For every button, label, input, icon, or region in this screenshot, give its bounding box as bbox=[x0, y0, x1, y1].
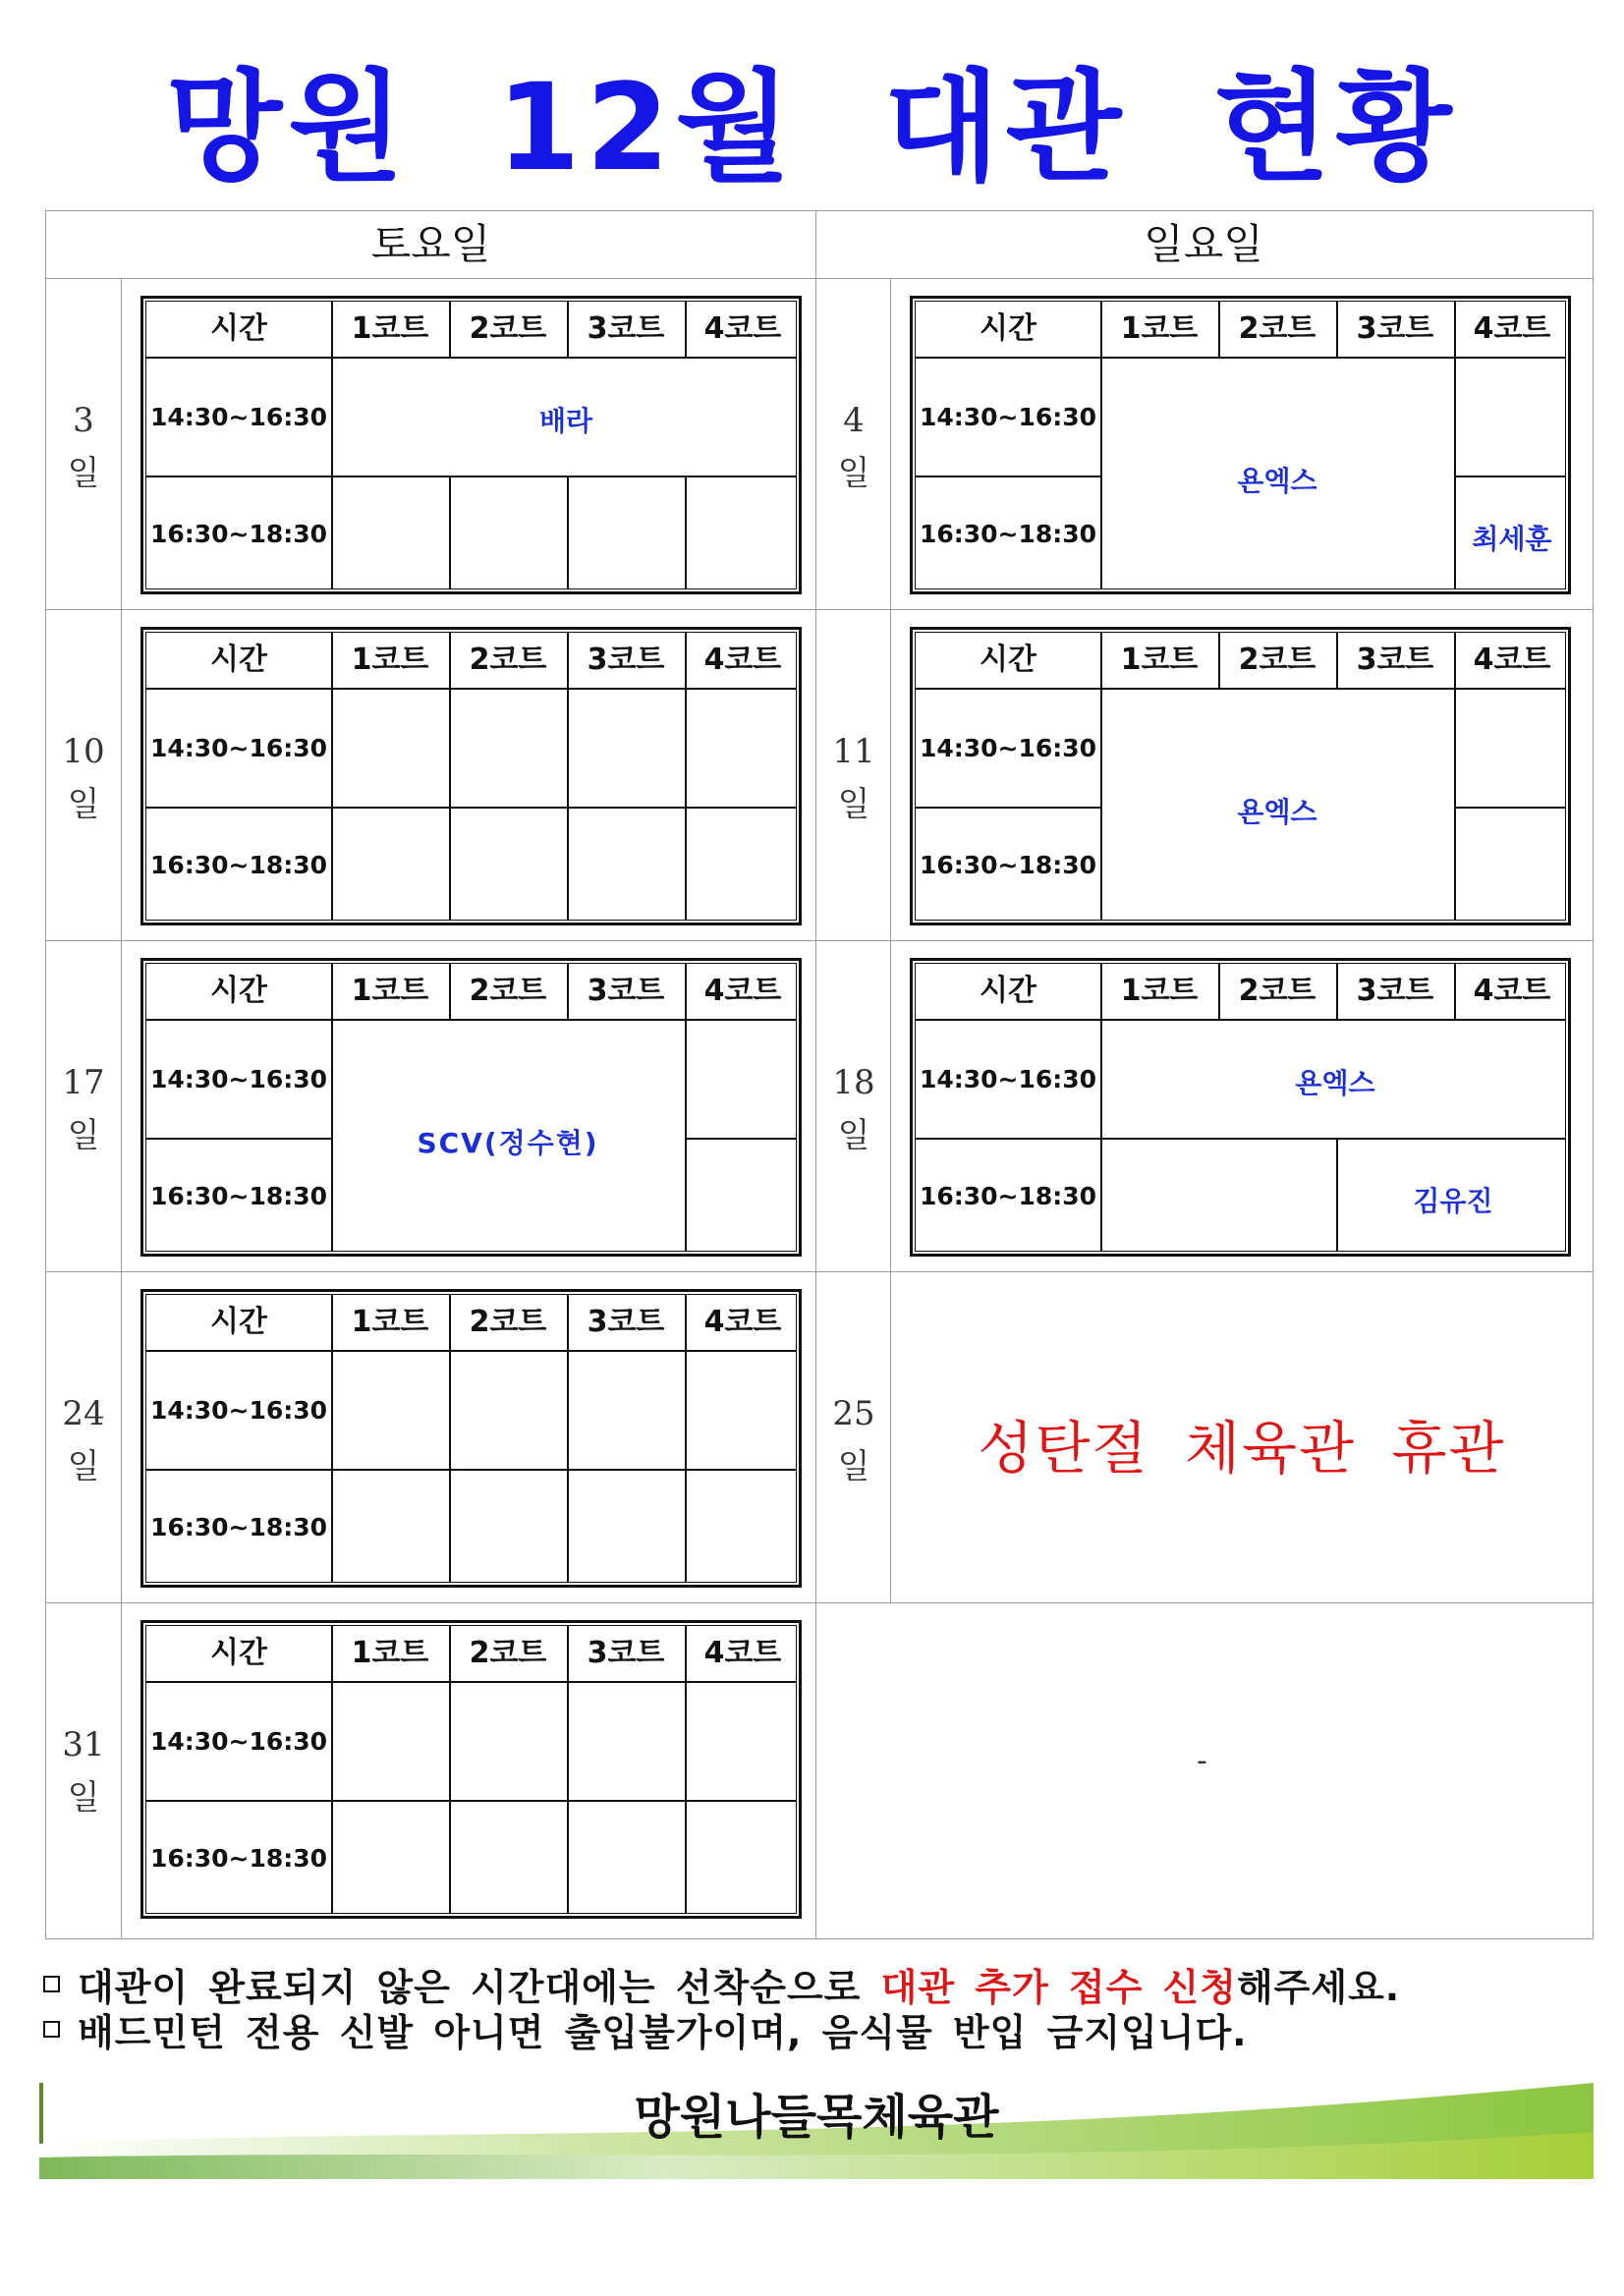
court-header-2: 2코트 bbox=[469, 1636, 547, 1670]
row-divider bbox=[46, 609, 1593, 610]
day-label-31: 31 일 bbox=[62, 1725, 105, 1818]
court-table-dec24 bbox=[140, 1289, 802, 1588]
empty-cell-marker: - bbox=[1197, 1744, 1207, 1778]
court-header-1: 1코트 bbox=[351, 1305, 429, 1339]
court-header-1: 1코트 bbox=[351, 643, 429, 677]
court-header-2: 2코트 bbox=[469, 643, 547, 677]
court-header-3: 3코트 bbox=[587, 1305, 665, 1339]
court-header-4: 4코트 bbox=[1473, 311, 1551, 346]
court-header-4: 4코트 bbox=[703, 311, 782, 346]
row-divider bbox=[46, 278, 1593, 279]
notice-line-2: 배드민턴 전용 신발 아니면 출입불가이며, 음식물 반입 금지입니다. bbox=[43, 2002, 1248, 2056]
court-table-dec18 bbox=[910, 958, 1571, 1257]
day-label-17: 17 일 bbox=[62, 1063, 105, 1155]
court-table-dec11 bbox=[910, 627, 1571, 925]
court-header-4: 4코트 bbox=[1473, 643, 1551, 677]
court-header-2: 2코트 bbox=[469, 1305, 547, 1339]
booking-label: 최세훈 bbox=[1472, 523, 1552, 555]
day-label-3: 3 일 bbox=[67, 401, 100, 493]
day-label-10: 10 일 bbox=[62, 732, 105, 824]
court-header-1: 1코트 bbox=[351, 1636, 429, 1670]
court-table-dec17 bbox=[140, 958, 802, 1257]
header-saturday: 토요일 bbox=[370, 220, 491, 268]
row-divider bbox=[46, 1602, 1593, 1603]
court-header-2: 2코트 bbox=[1238, 974, 1316, 1008]
court-header-2: 2코트 bbox=[469, 311, 547, 346]
day-label-25: 25 일 bbox=[832, 1394, 875, 1486]
court-header-1: 1코트 bbox=[1120, 974, 1199, 1008]
time-slot: 14:30~16:30 bbox=[149, 1065, 328, 1093]
footer-banner bbox=[39, 2075, 1594, 2183]
day-column-divider bbox=[890, 278, 891, 1602]
time-header: 시간 bbox=[210, 311, 267, 346]
court-table-dec3 bbox=[140, 296, 802, 594]
time-slot: 14:30~16:30 bbox=[919, 1065, 1097, 1093]
court-header-4: 4코트 bbox=[703, 1305, 782, 1339]
day-label-18: 18 일 bbox=[832, 1063, 875, 1155]
time-header: 시간 bbox=[210, 643, 267, 677]
booking-label: 욘엑스 bbox=[1295, 1067, 1375, 1099]
square-bullet-icon bbox=[43, 2021, 60, 2038]
booking-label: 욘엑스 bbox=[1237, 796, 1317, 828]
time-header: 시간 bbox=[980, 311, 1036, 346]
schedule-table bbox=[45, 210, 1594, 1939]
time-header: 시간 bbox=[210, 1636, 267, 1670]
court-header-3: 3코트 bbox=[587, 311, 665, 346]
time-slot: 16:30~18:30 bbox=[919, 1182, 1097, 1210]
booking-label: 김유진 bbox=[1413, 1185, 1493, 1217]
time-slot: 14:30~16:30 bbox=[149, 1727, 328, 1756]
court-header-3: 3코트 bbox=[587, 643, 665, 677]
court-header-1: 1코트 bbox=[351, 311, 429, 346]
time-slot: 16:30~18:30 bbox=[149, 1844, 328, 1873]
time-header: 시간 bbox=[210, 974, 267, 1008]
notice-line-1: 대관이 완료되지 않은 시간대에는 선착순으로 대관 추가 접수 신청해주세요. bbox=[43, 1957, 1400, 2011]
column-divider bbox=[815, 211, 816, 1938]
page-title: 망원 12월 대관 현황 bbox=[166, 58, 1458, 197]
time-header: 시간 bbox=[210, 1305, 267, 1339]
court-header-3: 3코트 bbox=[587, 1636, 665, 1670]
time-header: 시간 bbox=[980, 643, 1036, 677]
court-header-3: 3코트 bbox=[1356, 311, 1434, 346]
day-column-divider bbox=[121, 278, 122, 1938]
court-header-2: 2코트 bbox=[1238, 311, 1316, 346]
booking-label: 욘엑스 bbox=[1237, 465, 1317, 497]
square-bullet-icon bbox=[43, 1976, 60, 1992]
court-header-4: 4코트 bbox=[1473, 974, 1551, 1008]
time-slot: 14:30~16:30 bbox=[149, 403, 328, 431]
time-slot: 14:30~16:30 bbox=[919, 403, 1097, 431]
court-table-dec31 bbox=[140, 1620, 802, 1919]
time-slot: 14:30~16:30 bbox=[919, 734, 1097, 762]
time-slot: 16:30~18:30 bbox=[149, 520, 328, 548]
court-header-4: 4코트 bbox=[703, 1636, 782, 1670]
notice-highlight: 대관 추가 접수 신청 bbox=[880, 1966, 1237, 2009]
booking-label: 배라 bbox=[538, 405, 593, 437]
day-label-4: 4 일 bbox=[837, 401, 870, 493]
court-header-4: 4코트 bbox=[703, 974, 782, 1008]
header-sunday: 일요일 bbox=[1144, 220, 1263, 268]
court-table-dec4 bbox=[910, 296, 1571, 594]
time-header: 시간 bbox=[980, 974, 1036, 1008]
time-slot: 16:30~18:30 bbox=[149, 1182, 328, 1210]
time-slot: 16:30~18:30 bbox=[149, 1513, 328, 1541]
court-table-dec10 bbox=[140, 627, 802, 925]
court-header-2: 2코트 bbox=[1238, 643, 1316, 677]
footer-venue-name: 망원나들목체육관 bbox=[634, 2090, 999, 2145]
time-slot: 16:30~18:30 bbox=[919, 520, 1097, 548]
court-header-1: 1코트 bbox=[351, 974, 429, 1008]
court-header-3: 3코트 bbox=[1356, 974, 1434, 1008]
court-header-1: 1코트 bbox=[1120, 311, 1199, 346]
court-header-4: 4코트 bbox=[703, 643, 782, 677]
time-slot: 14:30~16:30 bbox=[149, 1396, 328, 1425]
row-divider bbox=[46, 1271, 1593, 1272]
court-header-1: 1코트 bbox=[1120, 643, 1199, 677]
time-slot: 16:30~18:30 bbox=[149, 851, 328, 879]
court-header-2: 2코트 bbox=[469, 974, 547, 1008]
day-label-24: 24 일 bbox=[62, 1394, 105, 1486]
court-header-3: 3코트 bbox=[587, 974, 665, 1008]
time-slot: 16:30~18:30 bbox=[919, 851, 1097, 879]
time-slot: 14:30~16:30 bbox=[149, 734, 328, 762]
court-header-3: 3코트 bbox=[1356, 643, 1434, 677]
day-label-11: 11 일 bbox=[832, 732, 875, 824]
row-divider bbox=[46, 940, 1593, 941]
booking-label: SCV(정수현) bbox=[417, 1127, 599, 1159]
holiday-notice: 성탄절 체육관 휴관 bbox=[978, 1415, 1506, 1482]
